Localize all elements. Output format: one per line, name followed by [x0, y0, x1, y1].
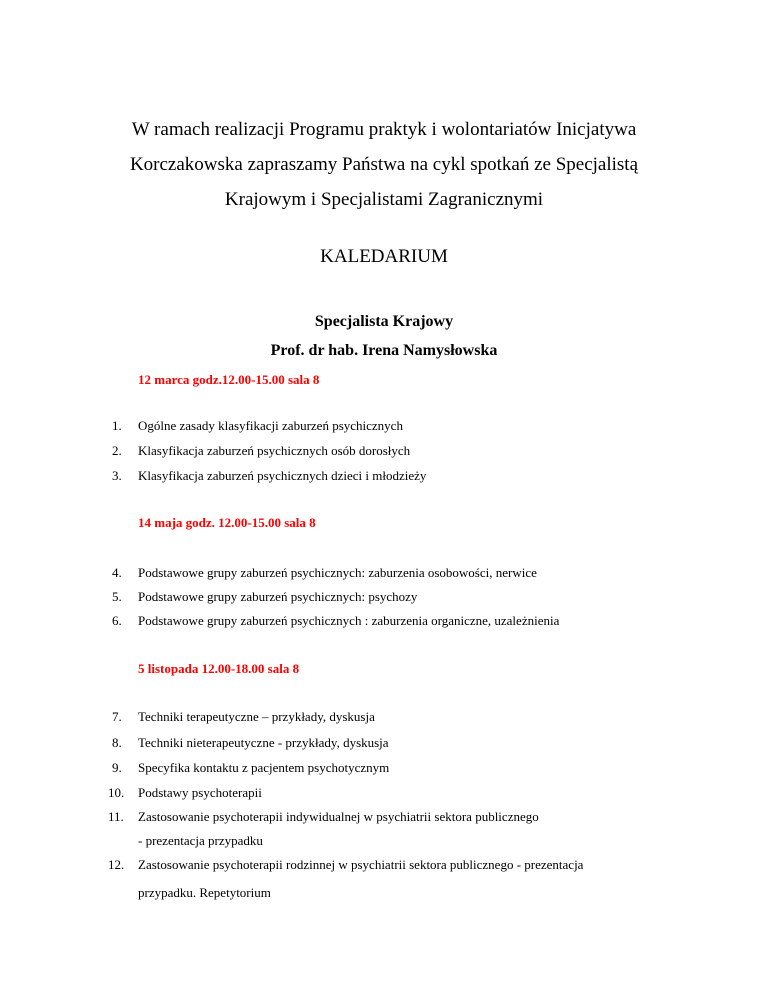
session-date: 5 listopada 12.00-18.00 sala 8 [138, 661, 300, 676]
item-number: 6. [112, 613, 122, 628]
item-text: Zastosowanie psychoterapii indywidualnej w psychiatrii sektora publicznego [138, 809, 539, 824]
intro-line: Korczakowska zapraszamy Państwa na cykl spotkań ze Specjalistą [129, 154, 639, 175]
item-text: Podstawowe grupy zaburzeń psychicznych : zaburzenia organiczne, uzależnienia [138, 613, 560, 628]
list-item [112, 735, 389, 751]
specialist-name: Prof. dr hab. Irena Namysłowska [270, 342, 498, 359]
session-date: 14 maja godz. 12.00-15.00 sala 8 [138, 515, 316, 530]
item-text: Techniki nieterapeutyczne - przykłady, dyskusja [138, 735, 389, 750]
item-text: Klasyfikacja zaburzeń psychicznych osób dorosłych [138, 443, 411, 458]
item-text: Podstawy psychoterapii [138, 785, 262, 800]
list-item [112, 709, 375, 725]
intro-line: Krajowym i Specjalistami Zagranicznymi [224, 189, 544, 210]
list-item [112, 418, 403, 434]
item-number: 3. [112, 468, 122, 483]
item-text: Zastosowanie psychoterapii rodzinnej w psychiatrii sektora publicznego - prezentacja [138, 857, 584, 872]
specialist-label: Specjalista Krajowy [314, 313, 454, 330]
list-item [112, 760, 389, 776]
item-text: Ogólne zasady klasyfikacji zaburzeń psychicznych [138, 418, 403, 433]
list-item [112, 565, 537, 581]
item-number: 4. [112, 565, 122, 580]
list-item [108, 785, 262, 801]
calendar-title: KALEDARIUM [320, 246, 448, 267]
item-text: Specyfika kontaktu z pacjentem psychotycznym [138, 760, 390, 775]
item-text: Klasyfikacja zaburzeń psychicznych dzieci i młodzieży [138, 468, 427, 483]
list-item [108, 857, 583, 873]
list-item [112, 443, 410, 459]
list-item [108, 809, 539, 825]
item-number: 12. [108, 857, 125, 872]
item-text: Techniki terapeutyczne – przykłady, dyskusja [138, 709, 375, 724]
item-number: 2. [112, 443, 122, 458]
item-continuation: przypadku. Repetytorium [138, 885, 271, 900]
item-number: 5. [112, 589, 122, 604]
list-item [112, 613, 559, 629]
intro-line: W ramach realizacji Programu praktyk i wolontariatów Inicjatywa [131, 119, 637, 140]
list-item [112, 589, 417, 605]
item-number: 7. [112, 709, 122, 724]
session-date: 12 marca godz.12.00-15.00 sala 8 [138, 372, 320, 387]
item-number: 11. [108, 809, 124, 824]
item-text: Podstawowe grupy zaburzeń psychicznych: zaburzenia osobowości, nerwice [138, 565, 537, 580]
item-number: 10. [108, 785, 125, 800]
item-number: 8. [112, 735, 122, 750]
item-continuation: - prezentacja przypadku [138, 833, 263, 848]
item-number: 1. [112, 418, 122, 433]
list-item [112, 468, 426, 484]
item-text: Podstawowe grupy zaburzeń psychicznych: psychozy [138, 589, 418, 604]
item-number: 9. [112, 760, 122, 775]
intro-paragraph [0, 112, 768, 217]
